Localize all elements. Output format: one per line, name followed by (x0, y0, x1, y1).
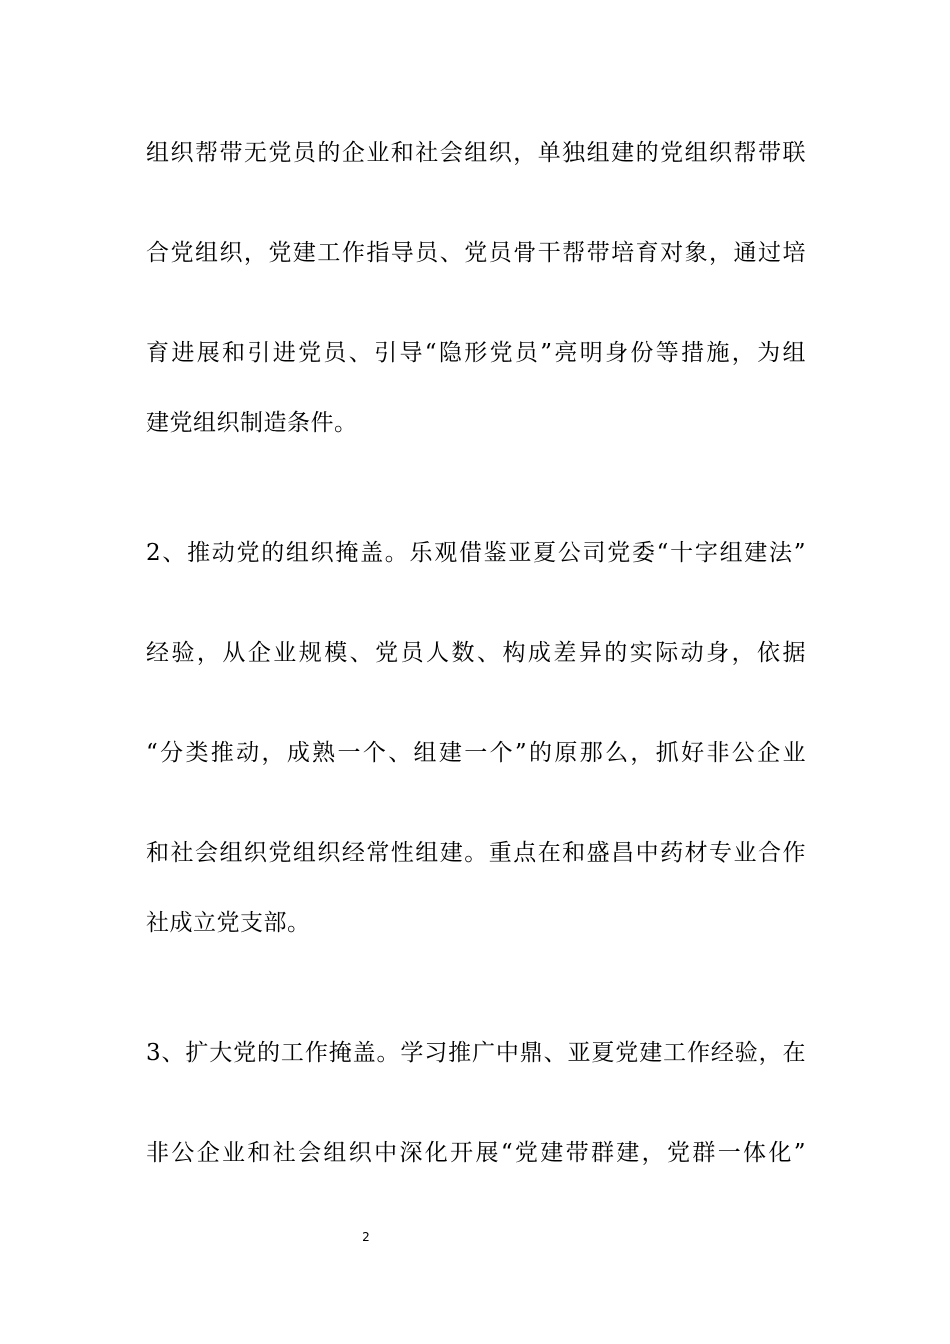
paragraph-line: 育进展和引进党员、引导“隐形党员”亮明身份等措施，为组 (146, 340, 806, 366)
paragraph-line: “分类推动，成熟一个、组建一个”的原那么，抓好非公企业 (146, 740, 806, 766)
paragraph-line: 合党组织，党建工作指导员、党员骨干帮带培育对象，通过培 (146, 240, 806, 266)
page-number: 2 (362, 1230, 370, 1244)
paragraph-line: 3、扩大党的工作掩盖。学习推广中鼎、亚夏党建工作经验，在 (146, 1040, 806, 1066)
paragraph-line: 经验，从企业规模、党员人数、构成差异的实际动身，依据 (146, 640, 806, 666)
paragraph-line: 建党组织制造条件。 (146, 410, 358, 436)
paragraph-line: 社成立党支部。 (146, 910, 311, 936)
paragraph-line: 非公企业和社会组织中深化开展“党建带群建，党群一体化” (146, 1140, 806, 1166)
paragraph-line: 和社会组织党组织经常性组建。重点在和盛昌中药材专业合作 (146, 840, 806, 866)
paragraph-line: 2、推动党的组织掩盖。乐观借鉴亚夏公司党委“十字组建法” (146, 540, 806, 566)
paragraph-line: 组织帮带无党员的企业和社会组织，单独组建的党组织帮带联 (146, 140, 806, 166)
